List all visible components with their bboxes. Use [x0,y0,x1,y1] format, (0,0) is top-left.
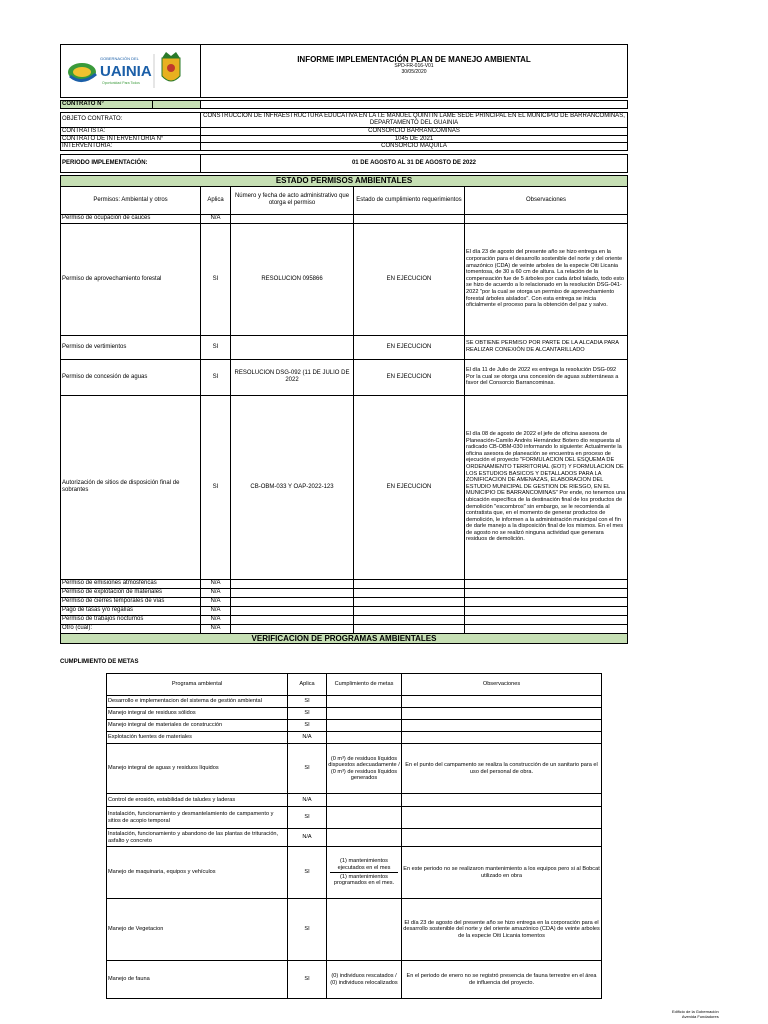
permiso-obs [465,579,628,588]
programa-obs: En este periodo no se realizaron mantenimiento a los equipos pero si al Bobcat utilizado en obra [402,847,602,899]
permiso-estado [354,588,465,597]
table-row [107,744,602,794]
programas-table [106,673,602,999]
programa-name: Control de erosión, estabilidad de taludes y laderas [107,794,288,807]
programa-name: Desarrollo e implementacion del sistema de gestión ambiental [107,696,288,708]
gobernacion-logo-icon [62,46,198,94]
permiso-aplica: SI [201,223,231,335]
table-row [107,807,602,829]
permiso-estado [354,214,465,223]
col-header-numero: Número y fecha de acto administrativo que otorga el permiso [231,186,354,214]
permiso-aplica: N/A [201,624,231,633]
table-row [61,214,628,223]
interventoria-contrato-label: CONTRATO DE INTERVENTORIA N° [61,135,201,143]
programa-obs [402,708,602,720]
programa-obs [402,829,602,847]
programa-aplica: N/A [288,829,327,847]
permiso-estado [354,579,465,588]
permiso-estado: EN EJECUCION [354,359,465,395]
table-row [107,696,602,708]
permiso-numero: RESOLUCION 095866 [231,223,354,335]
programa-name: Manejo integral de materiales de construcción [107,720,288,732]
permiso-numero [231,214,354,223]
programa-name: Manejo de maquinaria, equipos y vehículos [107,847,288,899]
programa-aplica: SI [288,696,327,708]
programa-metas [327,708,402,720]
table-row [107,794,602,807]
report-sheet [60,44,628,644]
table-row [107,732,602,744]
programa-metas [327,899,402,961]
logo-slogan: Oportunidad Para Todos [102,80,140,85]
col-header-aplica: Aplica [288,674,327,696]
programa-name: Manejo de fauna [107,961,288,999]
periodo-value: 01 DE AGOSTO AL 31 DE AGOSTO DE 2022 [201,155,628,173]
programa-obs: En el periodo de enero no se registró presencia de fauna terrestre en el área de influencia del proyecto. [402,961,602,999]
permiso-obs: SE OBTIENE PERMISO POR PARTE DE LA ALCADIA PARA REALIZAR CONEXIÓN DE ALCANTARILLADO [465,335,628,359]
table-row [107,847,602,899]
programa-name: Instalación, funcionamiento y desmantelamiento de campamento y sitios de acopio temporal [107,807,288,829]
permiso-name: Permiso de concesión de aguas [61,359,201,395]
table-row [61,597,628,606]
table-row [61,606,628,615]
objeto-label: OBJETO CONTRATO: [61,112,201,127]
permiso-aplica: N/A [201,588,231,597]
programa-aplica: N/A [288,732,327,744]
col-header-observaciones: Observaciones [402,674,602,696]
table-row [107,961,602,999]
programa-aplica: SI [288,708,327,720]
programa-aplica: SI [288,961,327,999]
table-row [61,579,628,588]
col-header-aplica: Aplica [201,186,231,214]
permiso-obs [465,597,628,606]
programa-metas: (0 m³) de residuos líquidos dispuestos adecuadamente / (0 m³) de residuos líquidos generados [327,744,402,794]
permiso-estado [354,606,465,615]
programa-metas [327,720,402,732]
programa-metas [327,807,402,829]
permiso-name: Permiso de aprovechamiento forestal [61,223,201,335]
programa-name: Manejo integral de aguas y residuos líquidos [107,744,288,794]
metas-numerator: (1) mantenimientos ejecutados en el mes [337,858,391,871]
permiso-name: Permiso de cierres temporales de vías [61,597,201,606]
programa-obs [402,720,602,732]
table-row [107,720,602,732]
table-row [61,615,628,624]
objeto-value: CONSTRUCCIÓN DE INFRAESTRUCTURA EDUCATIVA EN LA I.E MANUEL QUINTIN LAME SEDE PRINCIPAL EN EL MUNICIPIO DE BARRANCOMINAS, DEPARTAMENTO DEL GUAINIA [201,112,628,127]
programa-metas [327,732,402,744]
permiso-aplica: N/A [201,597,231,606]
logo-prefix: GOBERNACIÓN DEL [100,55,139,61]
metas-denominator: (1) mantenimientos programados en el mes. [333,874,395,887]
programa-name: Manejo integral de residuos sólidos [107,708,288,720]
col-header-permisos: Permisos: Ambiental y otros [61,186,201,214]
permisos-table [60,175,628,643]
permiso-estado: EN EJECUCION [354,335,465,359]
programa-obs [402,807,602,829]
contract-table [60,100,628,173]
programa-obs [402,794,602,807]
interventoria-value: CONSORCIO MAQUILA [201,143,628,151]
table-row [107,708,602,720]
contrato-label: CONTRATO N° [61,101,153,109]
footer-line-2: Avenida Fundadores [681,1013,719,1019]
metas-fraction [328,858,400,887]
header-table [60,44,628,98]
programa-name: Explotación fuentes de materiales [107,732,288,744]
permiso-aplica: N/A [201,606,231,615]
permiso-numero [231,588,354,597]
permiso-name: Otro (cual): [61,624,201,633]
logo-text: UAINIA [100,62,152,80]
col-header-programa: Programa ambiental [107,674,288,696]
permiso-aplica: SI [201,395,231,579]
col-header-observaciones: Observaciones [465,186,628,214]
permiso-obs [465,606,628,615]
col-header-estado: Estado de cumplimiento requerimientos [354,186,465,214]
logo-cell [61,45,201,98]
permiso-obs: El día 23 de agosto del presente año se hizo entrega en la corporación para el desarrollo sostenible del norte y del oriente amazónico (CDA) de veinte arboles de la especie Oiti Licania tomentosa, de 30 a 60 cm de altura. La relación de la compensación fue de 5 árboles por cada árbol talado, todo esto se hizo de acuerdo a lo relacionado en la resolución DSG-041-2022 "por la cual se otorga un permiso de aprovechamiento forestal árboles aislados". Con esta entrega se inicia oficialmente el proceso para la obtención del paz y salvo. [465,223,628,335]
permiso-numero [231,597,354,606]
permiso-aplica: N/A [201,579,231,588]
contratista-value: CONSORCIO BARRANCOMINAS [201,127,628,135]
permiso-estado [354,597,465,606]
permiso-numero: RESOLUCION DSG-092 (11 DE JULIO DE 2022 [231,359,354,395]
programas-table-wrap [106,673,602,999]
permiso-name: Autorización de sitios de disposición final de sobrantes [61,395,201,579]
permiso-aplica: N/A [201,214,231,223]
permiso-name: Permiso de emisiones atmosféricas [61,579,201,588]
table-row [61,359,628,395]
permiso-numero [231,606,354,615]
table-row [61,624,628,633]
programa-obs [402,696,602,708]
permiso-name: Permiso de vertimientos [61,335,201,359]
permiso-estado: EN EJECUCION [354,223,465,335]
permiso-name: Permiso de trabajos nocturnos [61,615,201,624]
verificacion-section-title: VERIFICACION DE PROGRAMAS AMBIENTALES [61,633,628,643]
permiso-obs [465,214,628,223]
report-title: INFORME IMPLEMENTACIÓN PLAN DE MANEJO AMBIENTAL [297,55,531,64]
permiso-obs [465,588,628,597]
programa-name: Manejo de Vegetacion [107,899,288,961]
permiso-name: Permiso de ocupación de cauces [61,214,201,223]
permiso-obs [465,624,628,633]
contrato-value [201,101,628,109]
table-row [107,899,602,961]
programa-obs: En el punto del campamento se realiza la construcción de un sanitario para el uso del personal de obra. [402,744,602,794]
contratista-label: CONTRATISTA: [61,127,201,135]
programa-aplica: SI [288,720,327,732]
title-cell [201,45,628,98]
form-date: 30/05/2020 [401,68,427,75]
table-row [61,395,628,579]
programa-metas [327,794,402,807]
footer-line-1: Edificio de la Gobernación [672,1009,719,1014]
form-code: SPD-FR-016-V01 [394,63,434,70]
periodo-label: PERIODO IMPLEMENTACIÓN: [61,155,201,173]
permiso-name: Pago de tasas y/o regalías [61,606,201,615]
permiso-obs: El día 11 de Julio de 2022 es entrega la resolución DSG-092 Por la cual se otorga una concesión de aguas subterráneas a favor del Consorcio Barrancominas. [465,359,628,395]
programa-aplica: N/A [288,794,327,807]
programa-metas: (0) individuos rescatados / (0) individuos relocalizados [327,961,402,999]
programa-aplica: SI [288,807,327,829]
permiso-aplica: SI [201,335,231,359]
programa-aplica: SI [288,847,327,899]
permiso-numero [231,579,354,588]
programa-obs: El día 23 de agosto del presente año se hizo entrega en la corporación para el desarrollo sostenible del norte y del oriente amazónico (CDA) de veinte arboles de la especie Oiti Licania tomentos [402,899,602,961]
permiso-estado [354,624,465,633]
interventoria-contrato-value: 1045 DE 2021 [201,135,628,143]
permiso-aplica: N/A [201,615,231,624]
programa-obs [402,732,602,744]
permiso-obs: El día 08 de agosto de 2022 el jefe de oficina asesora de Planeación-Camilo Andrés Hernández Botero dio respuesta al radicado CB-OBM-030 informando lo siguiente: Actualmente la oficina asesora de planeación se encuentra en proceso de ejecución el proyecto "FORMULACION DEL ESQUEMA DE ORDENAMIENTO TERRITORIAL (EOT) Y FORMULACION DE LOS ESTUDIOS BASICOS Y DETALLADOS PARA LA ZONIFICACION DE AMENAZAS, ELABORACION DEL ESTUDIO MUNICIPAL DE GESTION DE RIESGO, EN EL MUNICIPIO DE BARRANCOMINAS" Por ende, no tenemos una ubicación específica de la destinación final de los productos de demolición "escombros" sin embargo, se le recomienda al contratista que, en el momento de generar productos de demolición, le informen a la administración municipal con el fin de darle manejo a la disposición final de los mismos. En el mes de agosto no se realizó ninguna actividad que generara residuos de demolición. [465,395,628,579]
permiso-numero [231,335,354,359]
programa-name: Instalación, funcionamiento y abandono de las plantas de trituración, asfalto y concreto [107,829,288,847]
permiso-name: Permiso de explotación de materiales [61,588,201,597]
footer-note [672,1010,719,1020]
fraction-line [330,872,398,873]
table-row [107,829,602,847]
table-row [61,223,628,335]
permiso-aplica: SI [201,359,231,395]
permiso-numero [231,615,354,624]
table-row [61,588,628,597]
permisos-section-title: ESTADO PERMISOS AMBIENTALES [61,176,628,186]
permiso-estado [354,615,465,624]
table-row [61,335,628,359]
permiso-numero: CB-OBM-033 Y OAP-2022-123 [231,395,354,579]
permiso-estado: EN EJECUCION [354,395,465,579]
permiso-obs [465,615,628,624]
programa-metas [327,829,402,847]
permiso-numero [231,624,354,633]
contrato-value-green [153,101,201,109]
programa-aplica: SI [288,744,327,794]
programa-aplica: SI [288,899,327,961]
interventoria-label: INTERVENTORIA: [61,143,201,151]
col-header-metas: Cumplimiento de metas [327,674,402,696]
programa-metas [327,847,402,899]
programa-metas [327,696,402,708]
cumplimiento-label: CUMPLIMIENTO DE METAS [60,659,139,665]
